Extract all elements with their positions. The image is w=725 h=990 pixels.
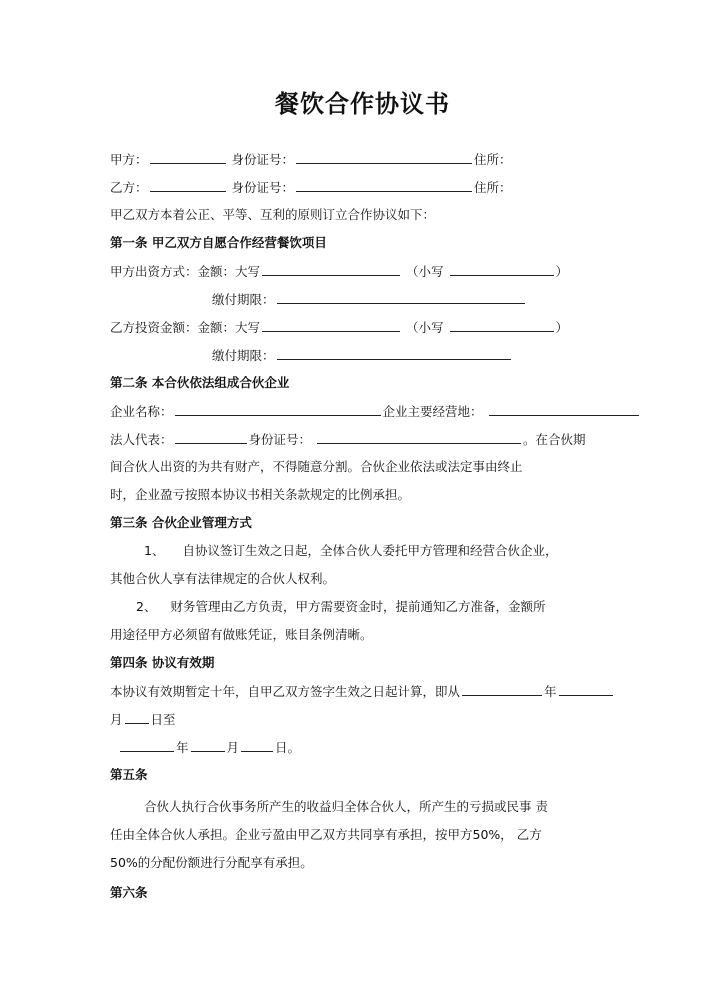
start-day-blank (125, 710, 149, 724)
start-year-blank (462, 682, 542, 696)
legal-rep-tail: 。在合伙期 (523, 432, 586, 447)
end-year-label: 年 (176, 740, 189, 755)
article3-item2-number: 2、 (136, 599, 157, 614)
party-a-period-blank (277, 290, 525, 304)
article5-line2: 任由全体合伙人承担。企业亏盈由甲乙双方共同享有承担，按甲方50%， 乙方 (110, 827, 542, 842)
legal-rep-line (110, 430, 586, 449)
party-b-invest-line (110, 318, 568, 337)
party-a-amount-upper-blank (262, 262, 400, 276)
article3-heading: 第三条 合伙企业管理方式 (110, 515, 252, 530)
article4-line1-text: 本协议有效期暂定十年，自甲乙双方签字生效之日起计算，即从 (110, 684, 461, 699)
party-b-invest-label: 乙方投资金额：金额：大写 (110, 320, 261, 335)
article2-heading: 第二条 本合伙依法组成合伙企业 (110, 375, 290, 390)
party-a-line (110, 150, 512, 169)
party-a-name-blank (150, 150, 226, 164)
party-b-period-blank (277, 346, 511, 360)
document-title: 餐饮合作协议书 (275, 89, 450, 118)
intro-text: 甲乙双方本着公正、平等、互利的原则订立合作协议如下： (110, 207, 436, 222)
article2-line3: 时，企业盈亏按照本协议书相关条款规定的比例承担。 (110, 487, 411, 502)
party-b-invest-small-label: （小写 (406, 320, 444, 335)
article3-item2-line2: 用途径甲方必须留有做账凭证，账目条例清晰。 (110, 627, 373, 642)
party-a-period-line (212, 290, 527, 309)
party-b-label: 乙方： (110, 180, 148, 195)
company-line (110, 402, 641, 421)
article5-heading: 第五条 (110, 767, 148, 782)
party-b-amount-lower-blank (450, 318, 554, 332)
party-b-invest-close: ） (555, 320, 569, 335)
party-a-label: 甲方： (110, 152, 148, 167)
party-a-id-label: 身份证号： (231, 152, 295, 167)
legal-rep-blank (175, 430, 247, 444)
end-year-blank (120, 738, 174, 752)
article1-heading: 第一条 甲乙双方自愿合作经营餐饮项目 (110, 235, 327, 250)
article3-item2-text: 财务管理由乙方负责，甲方需要资金时，提前通知乙方准备，金额所 (170, 599, 546, 614)
legal-rep-id-blank (317, 430, 521, 444)
party-b-period-label: 缴付期限： (212, 348, 275, 363)
article3-item1-line2: 其他合伙人享有法律规定的合伙人权利。 (110, 571, 336, 586)
start-month-label: 月 (110, 712, 123, 727)
start-day-label: 日至 (150, 712, 176, 727)
party-b-period-line (212, 346, 513, 365)
start-month-blank (559, 682, 613, 696)
party-a-address-label: 住所： (474, 152, 512, 167)
article3-item2 (136, 598, 545, 616)
party-b-id-label: 身份证号： (231, 180, 295, 195)
company-name-blank (175, 402, 381, 416)
end-day-blank (241, 738, 273, 752)
end-month-label: 月 (226, 740, 240, 755)
article2-line2: 间合伙人出资的为共有财产，不得随意分割。合伙企业依法或法定事由终止 (110, 459, 523, 474)
party-a-invest-small-label: （小写 (406, 264, 444, 279)
article3-item1-text: 自协议签订生效之日起，全体合伙人委托甲方管理和经营合伙企业， (182, 543, 558, 558)
end-day-label: 日。 (275, 740, 301, 755)
party-a-amount-lower-blank (450, 262, 554, 276)
business-place-label: 企业主要经营地： (382, 404, 483, 419)
party-b-name-blank (150, 178, 226, 192)
start-year-label: 年 (544, 684, 557, 699)
article4-line1 (110, 682, 615, 701)
party-a-invest-label: 甲方出资方式：金额：大写 (110, 264, 261, 279)
party-b-amount-upper-blank (262, 318, 400, 332)
party-b-id-blank (296, 178, 472, 192)
article5-line3: 50%的分配份额进行分配享有承担。 (110, 855, 313, 870)
article4-line2 (110, 710, 176, 729)
article3-item1-number: 1、 (144, 543, 165, 558)
article4-heading: 第四条 协议有效期 (110, 655, 215, 670)
article4-line3 (118, 738, 300, 757)
party-a-id-blank (296, 150, 472, 164)
end-month-blank (191, 738, 225, 752)
legal-rep-id-label: 身份证号： (248, 432, 312, 447)
party-b-address-label: 住所： (474, 180, 512, 195)
business-place-blank (489, 402, 639, 416)
party-a-invest-close: ） (555, 264, 569, 279)
company-name-label: 企业名称： (110, 404, 173, 419)
legal-rep-label: 法人代表： (110, 432, 173, 447)
party-a-period-label: 缴付期限： (212, 292, 275, 307)
article5-line1: 合伙人执行合伙事务所产生的收益归全体合伙人，所产生的亏损或民事 责 (144, 799, 548, 814)
party-b-line (110, 178, 512, 197)
article3-item1 (144, 542, 557, 560)
article6-heading: 第六条 (110, 885, 148, 900)
party-a-invest-line (110, 262, 568, 281)
